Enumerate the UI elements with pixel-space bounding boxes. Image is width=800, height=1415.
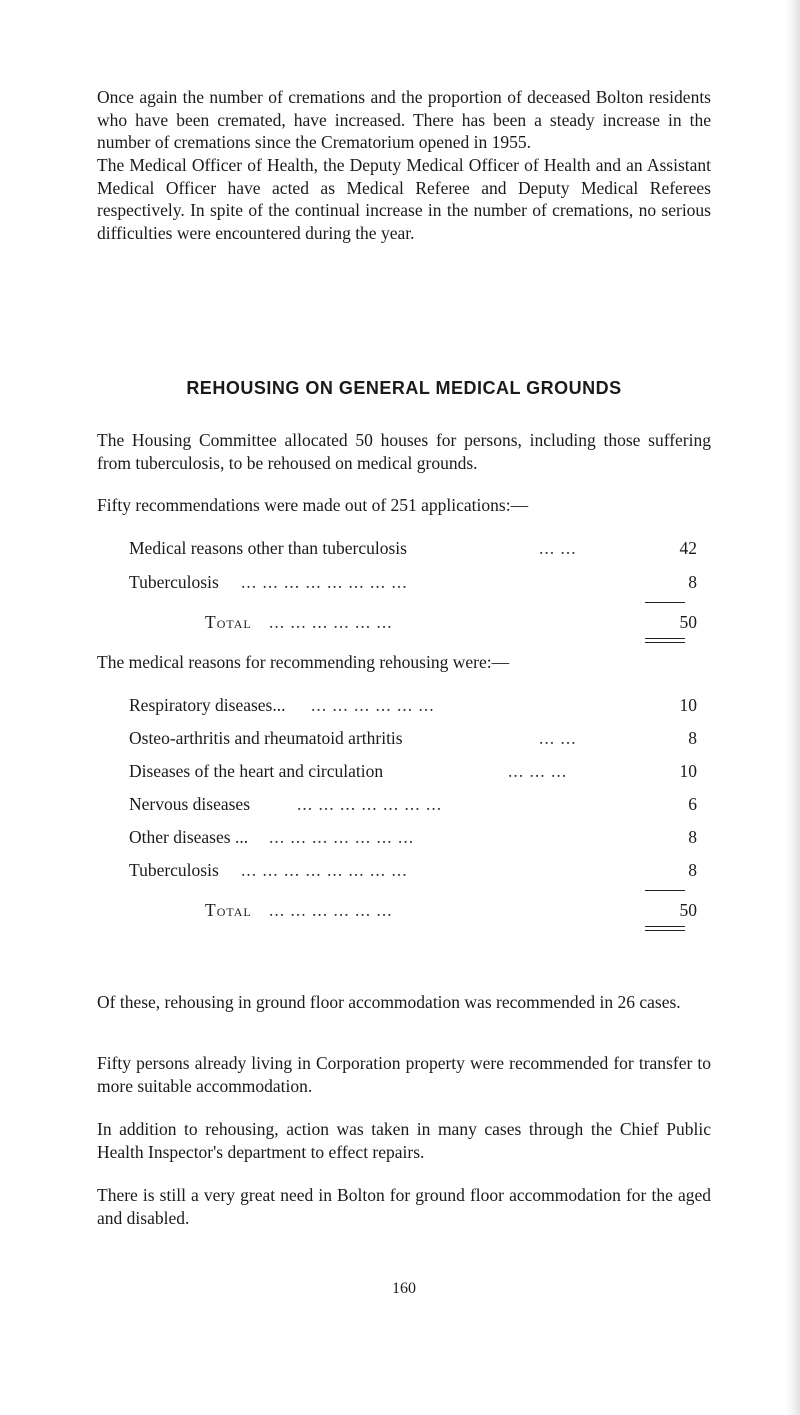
table-row (97, 860, 697, 884)
page-number: 160 (392, 1280, 416, 1297)
leader-dots: ... ... ... ... ... ... (269, 900, 393, 920)
leader-dots: ... ... (539, 538, 577, 558)
table-total-row (97, 612, 697, 636)
total-double-rule (645, 638, 685, 643)
row-label: Nervous diseases (129, 794, 251, 814)
row-value: 42 (679, 538, 697, 558)
table-row (97, 695, 697, 719)
row-value: 8 (688, 860, 697, 880)
leader-dots: ... ... ... ... ... ... (311, 695, 435, 715)
leader-dots: ... ... ... ... ... ... ... (297, 794, 443, 814)
table-row (97, 538, 697, 562)
row-value: 8 (688, 827, 697, 847)
table-row (97, 827, 697, 851)
row-label: Other diseases ... (129, 827, 249, 847)
row-label: Tuberculosis (129, 860, 219, 880)
row-label: Respiratory diseases... (129, 695, 286, 715)
table-row (97, 794, 697, 818)
paragraph-medical-reasons-intro: The medical reasons for recommending rehousing were:— (97, 652, 510, 672)
row-value: 10 (679, 761, 697, 781)
total-value: 50 (679, 612, 697, 632)
leader-dots: ... ... ... ... ... ... ... ... (241, 860, 408, 880)
paragraph-recommendations-intro: Fifty recommendations were made out of 251 applications:— (97, 495, 529, 515)
section-heading: REHOUSING ON GENERAL MEDICAL GROUNDS (186, 378, 622, 398)
row-value: 8 (688, 728, 697, 748)
leader-dots: ... ... ... ... ... ... ... ... (241, 572, 408, 592)
total-label: Total (205, 900, 252, 920)
row-label: Medical reasons other than tuberculosis (129, 538, 407, 558)
total-double-rule (645, 926, 685, 931)
row-value: 6 (688, 794, 697, 814)
row-label: Diseases of the heart and circulation (129, 761, 384, 781)
leader-dots: ... ... ... (508, 761, 568, 781)
row-value: 8 (688, 572, 697, 592)
table-total-row (97, 900, 697, 924)
sum-rule (645, 602, 685, 603)
paragraph-housing-committee: The Housing Committee allocated 50 houses for persons, including those suffering from tuberculosis, to be rehoused on medical grounds. (97, 430, 711, 473)
paragraph-ground-floor: Of these, rehousing in ground floor accommodation was recommended in 26 cases. (97, 992, 681, 1012)
sum-rule (645, 890, 685, 891)
page-edge-shadow (786, 0, 800, 1415)
row-value: 10 (679, 695, 697, 715)
paragraph-need-aged-disabled: There is still a very great need in Bolton for ground floor accommodation for the aged and disabled. (97, 1185, 711, 1228)
paragraph-cremations-increase: Once again the number of cremations and the proportion of deceased Bolton residents who have been cremated, have increased. There has been a steady increase in the number of cremations since the Crematorium opened in 1955. (97, 87, 711, 152)
paragraph-medical-referees: The Medical Officer of Health, the Deputy Medical Officer of Health and an Assistant Medical Officer have acted as Medical Referee and Deputy Medical Referees respectively. In spite of the continual increase in the number of cremations, no serious difficulties were encountered during the year. (97, 155, 711, 243)
leader-dots: ... ... ... ... ... ... (269, 612, 393, 632)
table-row (97, 761, 697, 785)
table-row (97, 728, 697, 752)
total-label: Total (205, 612, 252, 632)
total-value: 50 (679, 900, 697, 920)
row-label: Tuberculosis (129, 572, 219, 592)
leader-dots: ... ... (539, 728, 577, 748)
paragraph-corporation-transfer: Fifty persons already living in Corporation property were recommended for transfer to more suitable accommodation. (97, 1053, 711, 1096)
paragraph-repairs: In addition to rehousing, action was taken in many cases through the Chief Public Health Inspector's department to effect repairs. (97, 1119, 711, 1162)
row-label: Osteo-arthritis and rheumatoid arthritis (129, 728, 403, 748)
leader-dots: ... ... ... ... ... ... ... (269, 827, 415, 847)
table-row (97, 572, 697, 596)
